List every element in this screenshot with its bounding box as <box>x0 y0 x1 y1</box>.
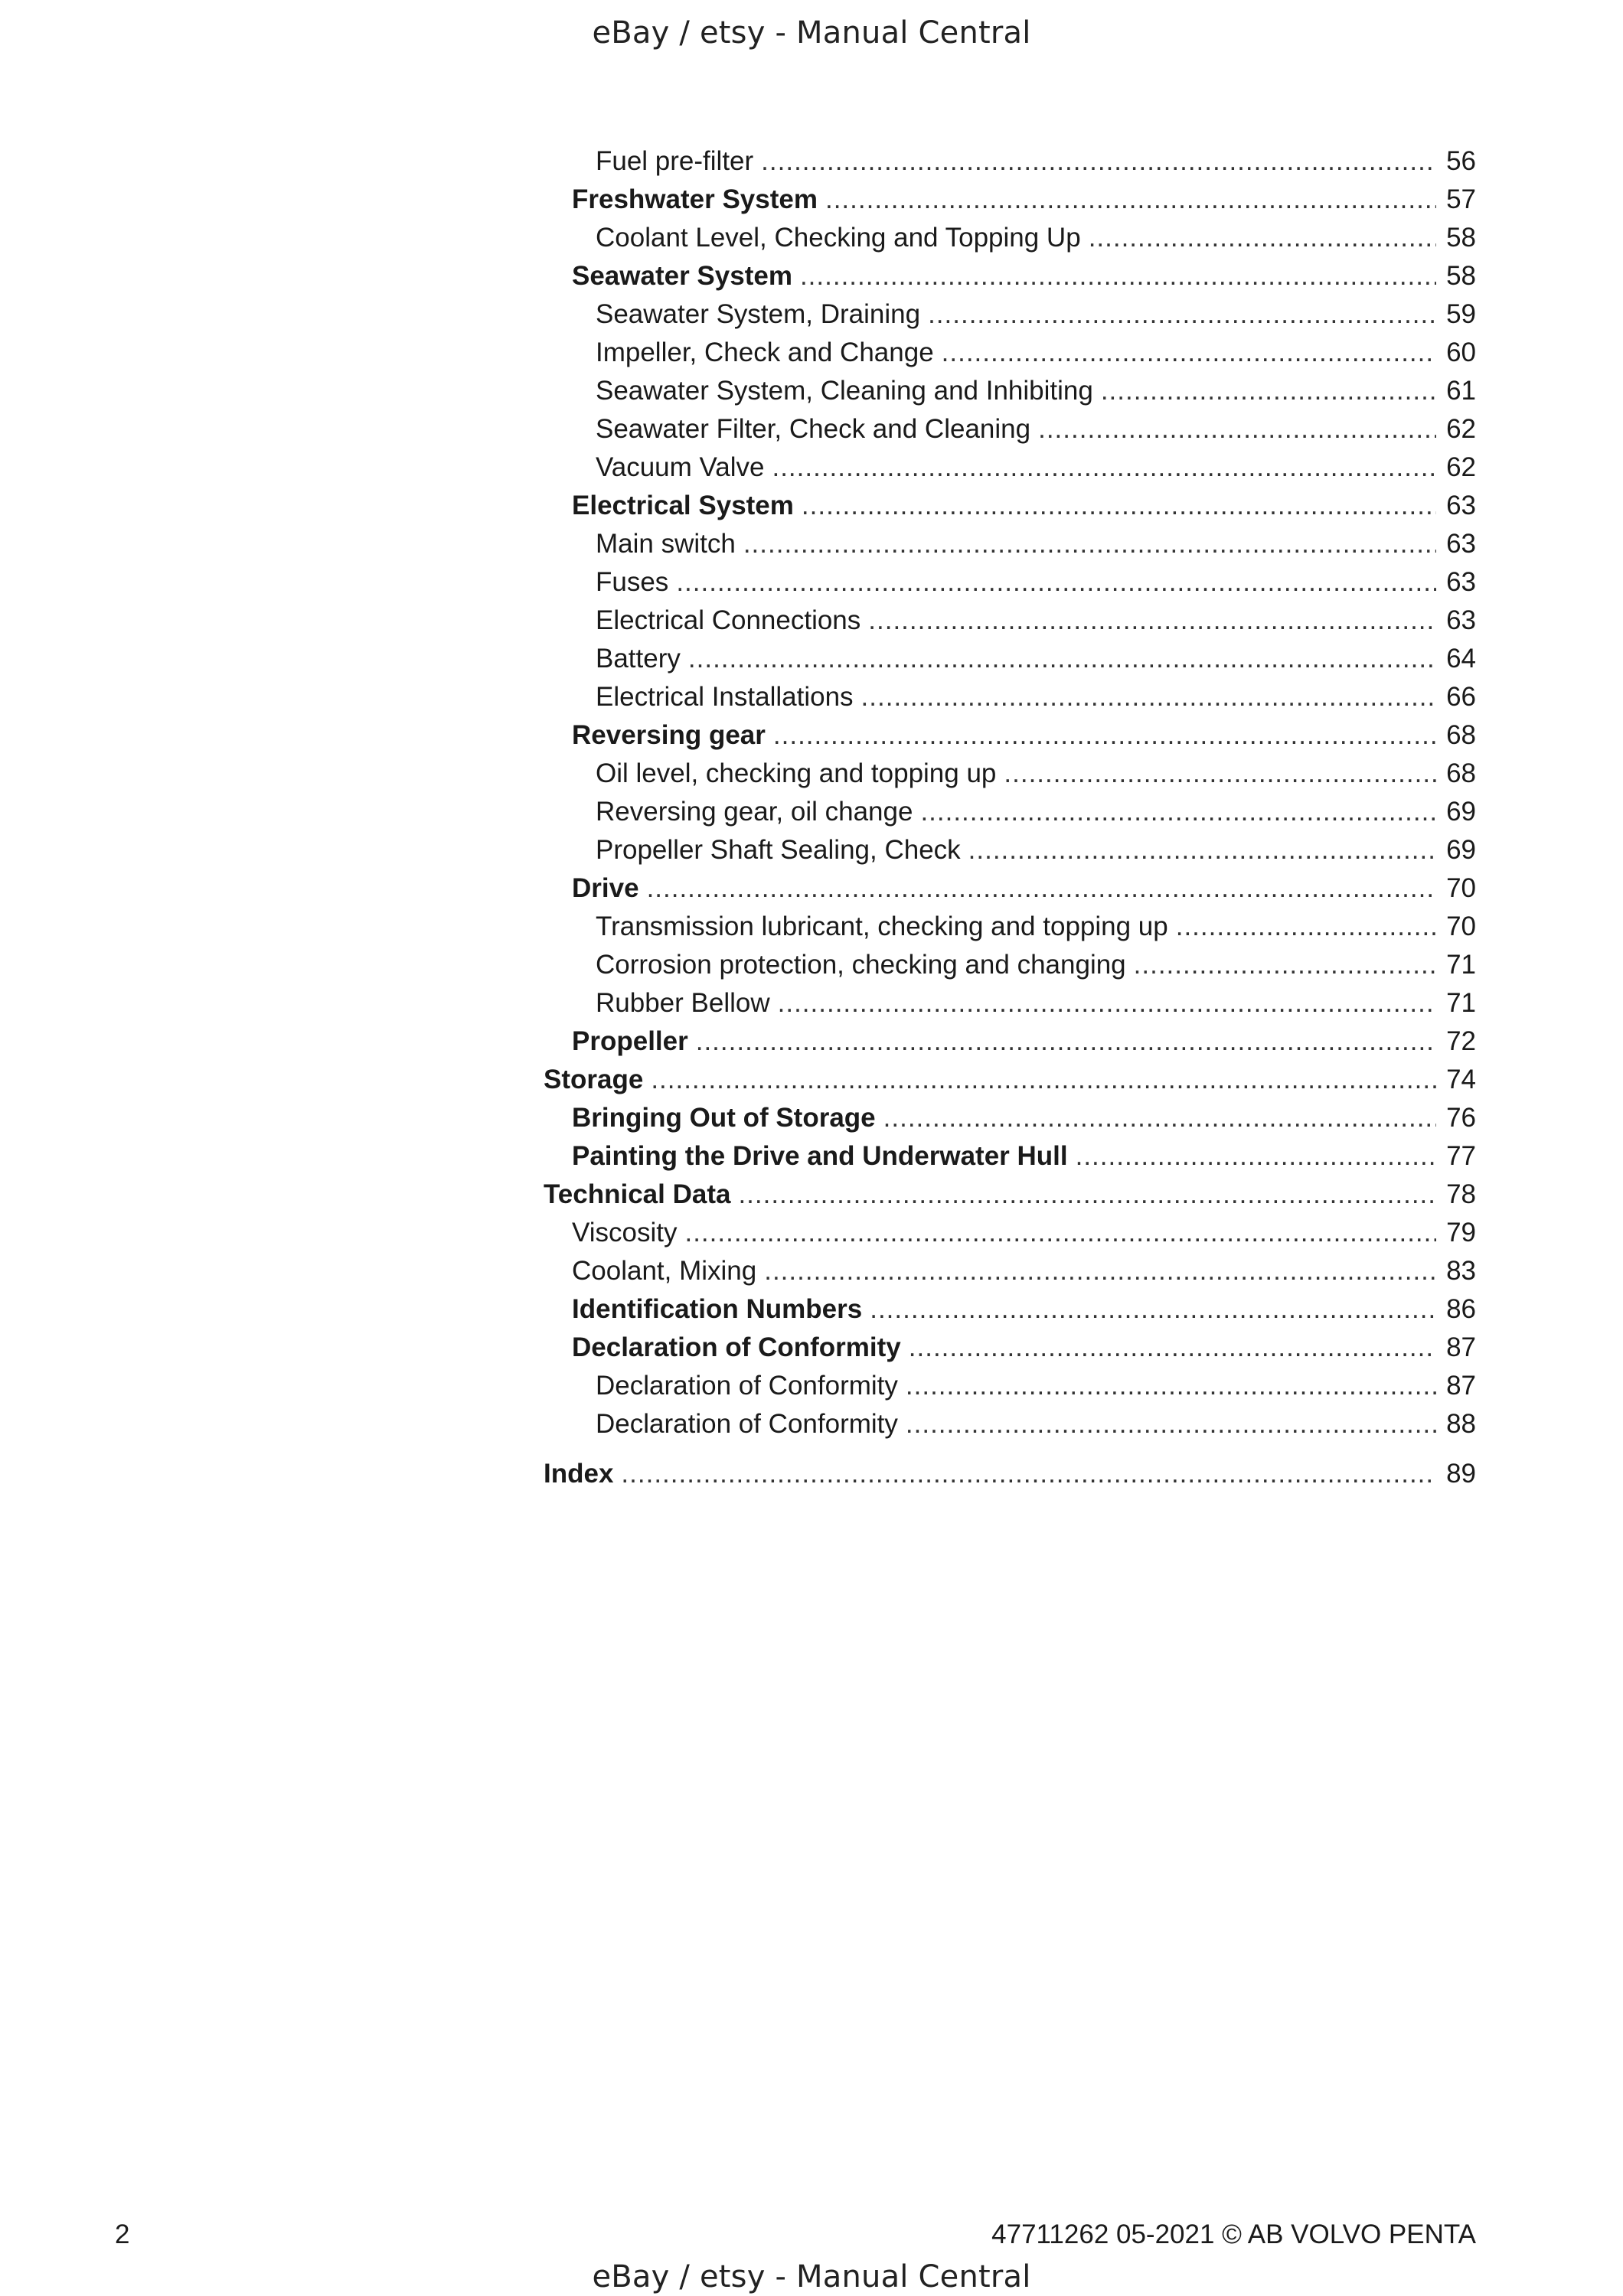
toc-entry[interactable] <box>544 602 1476 640</box>
toc-entry-title: Propeller Shaft Sealing, Check <box>596 835 961 865</box>
toc-entry[interactable] <box>544 1367 1476 1405</box>
toc-dot-leader <box>1134 946 1436 984</box>
bottom-banner: eBay / etsy - Manual Central <box>592 2259 1031 2294</box>
toc-entry-title: Declaration of Conformity <box>572 1332 901 1362</box>
toc-entry-page: 63 <box>1446 491 1476 520</box>
toc-entry-page: 79 <box>1446 1218 1476 1247</box>
toc-entry-title: Electrical System <box>572 491 794 520</box>
toc-entry[interactable] <box>544 1061 1476 1099</box>
toc-entry-page: 68 <box>1446 720 1476 750</box>
toc-entry-page: 61 <box>1446 376 1476 406</box>
toc-entry-title: Fuel pre-filter <box>596 146 754 176</box>
toc-dot-leader <box>1038 410 1436 448</box>
toc-entry-page: 87 <box>1446 1332 1476 1362</box>
toc-entry-page: 70 <box>1446 873 1476 903</box>
toc-dot-leader <box>1076 1137 1436 1176</box>
toc-entry-title: Reversing gear, oil change <box>596 797 913 827</box>
toc-dot-leader <box>738 1176 1436 1214</box>
toc-entry-title: Fuses <box>596 567 669 597</box>
toc-entry[interactable] <box>544 219 1476 257</box>
toc-dot-leader <box>772 448 1436 487</box>
toc-entry[interactable] <box>544 831 1476 869</box>
toc-dot-leader <box>696 1022 1436 1061</box>
toc-dot-leader <box>773 716 1436 755</box>
toc-entry-page: 58 <box>1446 261 1476 291</box>
toc-entry-page: 62 <box>1446 414 1476 444</box>
toc-dot-leader <box>870 1290 1436 1329</box>
toc-entry-page: 63 <box>1446 605 1476 635</box>
toc-entry-title: Seawater System <box>572 261 792 291</box>
toc-entry-page: 86 <box>1446 1294 1476 1324</box>
toc-entry-page: 83 <box>1446 1256 1476 1286</box>
toc-entry[interactable] <box>544 678 1476 716</box>
toc-entry-title: Transmission lubricant, checking and topping up <box>596 912 1168 941</box>
toc-entry[interactable] <box>544 410 1476 448</box>
toc-entry-page: 74 <box>1446 1065 1476 1094</box>
toc-entry[interactable] <box>544 487 1476 525</box>
toc-entry[interactable] <box>544 869 1476 908</box>
toc-dot-leader <box>825 181 1436 219</box>
toc-entry[interactable] <box>544 1405 1476 1443</box>
toc-entry[interactable] <box>544 908 1476 946</box>
toc-dot-leader <box>868 602 1436 640</box>
toc-entry[interactable] <box>544 334 1476 372</box>
toc-entry-page: 63 <box>1446 529 1476 559</box>
toc-entry[interactable] <box>544 295 1476 334</box>
toc-entry[interactable] <box>544 1022 1476 1061</box>
toc-entry-title: Seawater System, Draining <box>596 299 921 329</box>
toc-entry-page: 69 <box>1446 797 1476 827</box>
toc-entry-page: 88 <box>1446 1409 1476 1439</box>
toc-entry-title: Painting the Drive and Underwater Hull <box>572 1141 1068 1171</box>
toc-dot-leader <box>764 1252 1436 1290</box>
toc-dot-leader <box>647 869 1436 908</box>
toc-entry-page: 87 <box>1446 1371 1476 1401</box>
toc-dot-leader <box>1004 755 1436 793</box>
toc-entry[interactable] <box>544 1214 1476 1252</box>
toc-entry[interactable] <box>544 640 1476 678</box>
toc-entry[interactable] <box>544 1137 1476 1176</box>
toc-entry[interactable] <box>544 563 1476 602</box>
toc-entry-page: 62 <box>1446 452 1476 482</box>
toc-entry[interactable] <box>544 257 1476 295</box>
toc-entry-title: Propeller <box>572 1026 688 1056</box>
toc-dot-leader <box>1089 219 1436 257</box>
toc-entry[interactable] <box>544 716 1476 755</box>
toc-entry-page: 70 <box>1446 912 1476 941</box>
toc-entry-page: 64 <box>1446 644 1476 673</box>
toc-entry-page: 59 <box>1446 299 1476 329</box>
toc-entry-page: 71 <box>1446 988 1476 1018</box>
toc-entry-title: Drive <box>572 873 639 903</box>
document-reference: 47711262 05-2021 © AB VOLVO PENTA <box>991 2219 1476 2249</box>
toc-dot-leader <box>778 984 1436 1022</box>
toc-entry-page: 58 <box>1446 223 1476 253</box>
toc-entry[interactable] <box>544 984 1476 1022</box>
toc-entry-title: Technical Data <box>544 1179 731 1209</box>
toc-entry-title: Main switch <box>596 529 736 559</box>
toc-entry-page: 57 <box>1446 184 1476 214</box>
toc-dot-leader <box>651 1061 1436 1099</box>
toc-entry-title: Electrical Installations <box>596 682 854 712</box>
toc-entry-title: Identification Numbers <box>572 1294 863 1324</box>
toc-entry-page: 69 <box>1446 835 1476 865</box>
toc-dot-leader <box>688 640 1436 678</box>
toc-entry-page: 76 <box>1446 1103 1476 1133</box>
page-number: 2 <box>115 2219 130 2249</box>
toc-entry-title: Storage <box>544 1065 644 1094</box>
toc-entry-page: 63 <box>1446 567 1476 597</box>
toc-dot-leader <box>906 1367 1436 1405</box>
toc-entry-title: Index <box>544 1459 614 1489</box>
toc-entry-title: Coolant, Mixing <box>572 1256 757 1286</box>
toc-dot-leader <box>906 1405 1436 1443</box>
toc-entry-title: Viscosity <box>572 1218 678 1247</box>
toc-dot-leader <box>928 295 1436 334</box>
toc-entry-page: 77 <box>1446 1141 1476 1171</box>
toc-entry[interactable] <box>544 793 1476 831</box>
toc-entry[interactable] <box>544 755 1476 793</box>
toc-dot-leader <box>802 487 1436 525</box>
toc-entry[interactable] <box>544 372 1476 410</box>
toc-entry-title: Freshwater System <box>572 184 818 214</box>
toc-dot-leader <box>621 1455 1436 1493</box>
toc-dot-leader <box>942 334 1436 372</box>
toc-dot-leader <box>800 257 1436 295</box>
toc-entry-page: 60 <box>1446 338 1476 367</box>
toc-entry-title: Bringing Out of Storage <box>572 1103 876 1133</box>
top-banner: eBay / etsy - Manual Central <box>592 15 1031 51</box>
toc-dot-leader <box>684 1214 1436 1252</box>
toc-entry-title: Electrical Connections <box>596 605 861 635</box>
toc-entry-title: Battery <box>596 644 681 673</box>
toc-entry-page: 89 <box>1446 1459 1476 1489</box>
toc-entry-page: 72 <box>1446 1026 1476 1056</box>
toc-entry[interactable] <box>544 946 1476 984</box>
toc-entry-title: Seawater Filter, Check and Cleaning <box>596 414 1031 444</box>
toc-entry[interactable] <box>544 1329 1476 1367</box>
toc-entry[interactable] <box>544 142 1476 181</box>
toc-entry[interactable] <box>544 1252 1476 1290</box>
toc-entry-page: 56 <box>1446 146 1476 176</box>
toc-dot-leader <box>743 525 1436 563</box>
toc-dot-leader <box>909 1329 1436 1367</box>
toc-entry[interactable] <box>544 1290 1476 1329</box>
toc-entry-title: Impeller, Check and Change <box>596 338 934 367</box>
toc-dot-leader <box>1101 372 1436 410</box>
toc-entry-title: Rubber Bellow <box>596 988 770 1018</box>
toc-entry-page: 68 <box>1446 758 1476 788</box>
toc-entry-title: Coolant Level, Checking and Topping Up <box>596 223 1081 253</box>
table-of-contents <box>544 142 1476 1493</box>
toc-dot-leader <box>1176 908 1436 946</box>
toc-dot-leader <box>761 142 1436 181</box>
toc-entry[interactable] <box>544 1455 1476 1493</box>
toc-entry[interactable] <box>544 1176 1476 1214</box>
toc-entry[interactable] <box>544 525 1476 563</box>
toc-entry-title: Corrosion protection, checking and changing <box>596 950 1126 980</box>
toc-entry-page: 66 <box>1446 682 1476 712</box>
toc-dot-leader <box>676 563 1436 602</box>
toc-entry-title: Vacuum Valve <box>596 452 765 482</box>
toc-entry-title: Seawater System, Cleaning and Inhibiting <box>596 376 1093 406</box>
toc-entry-title: Declaration of Conformity <box>596 1371 898 1401</box>
toc-entry[interactable] <box>544 448 1476 487</box>
toc-entry[interactable] <box>544 181 1476 219</box>
toc-dot-leader <box>861 678 1436 716</box>
toc-entry-title: Oil level, checking and topping up <box>596 758 997 788</box>
toc-dot-leader <box>883 1099 1436 1137</box>
toc-entry[interactable] <box>544 1099 1476 1137</box>
toc-entry-page: 71 <box>1446 950 1476 980</box>
toc-entry-title: Reversing gear <box>572 720 766 750</box>
toc-entry-page: 78 <box>1446 1179 1476 1209</box>
toc-dot-leader <box>920 793 1436 831</box>
toc-dot-leader <box>968 831 1436 869</box>
toc-entry-title: Declaration of Conformity <box>596 1409 898 1439</box>
